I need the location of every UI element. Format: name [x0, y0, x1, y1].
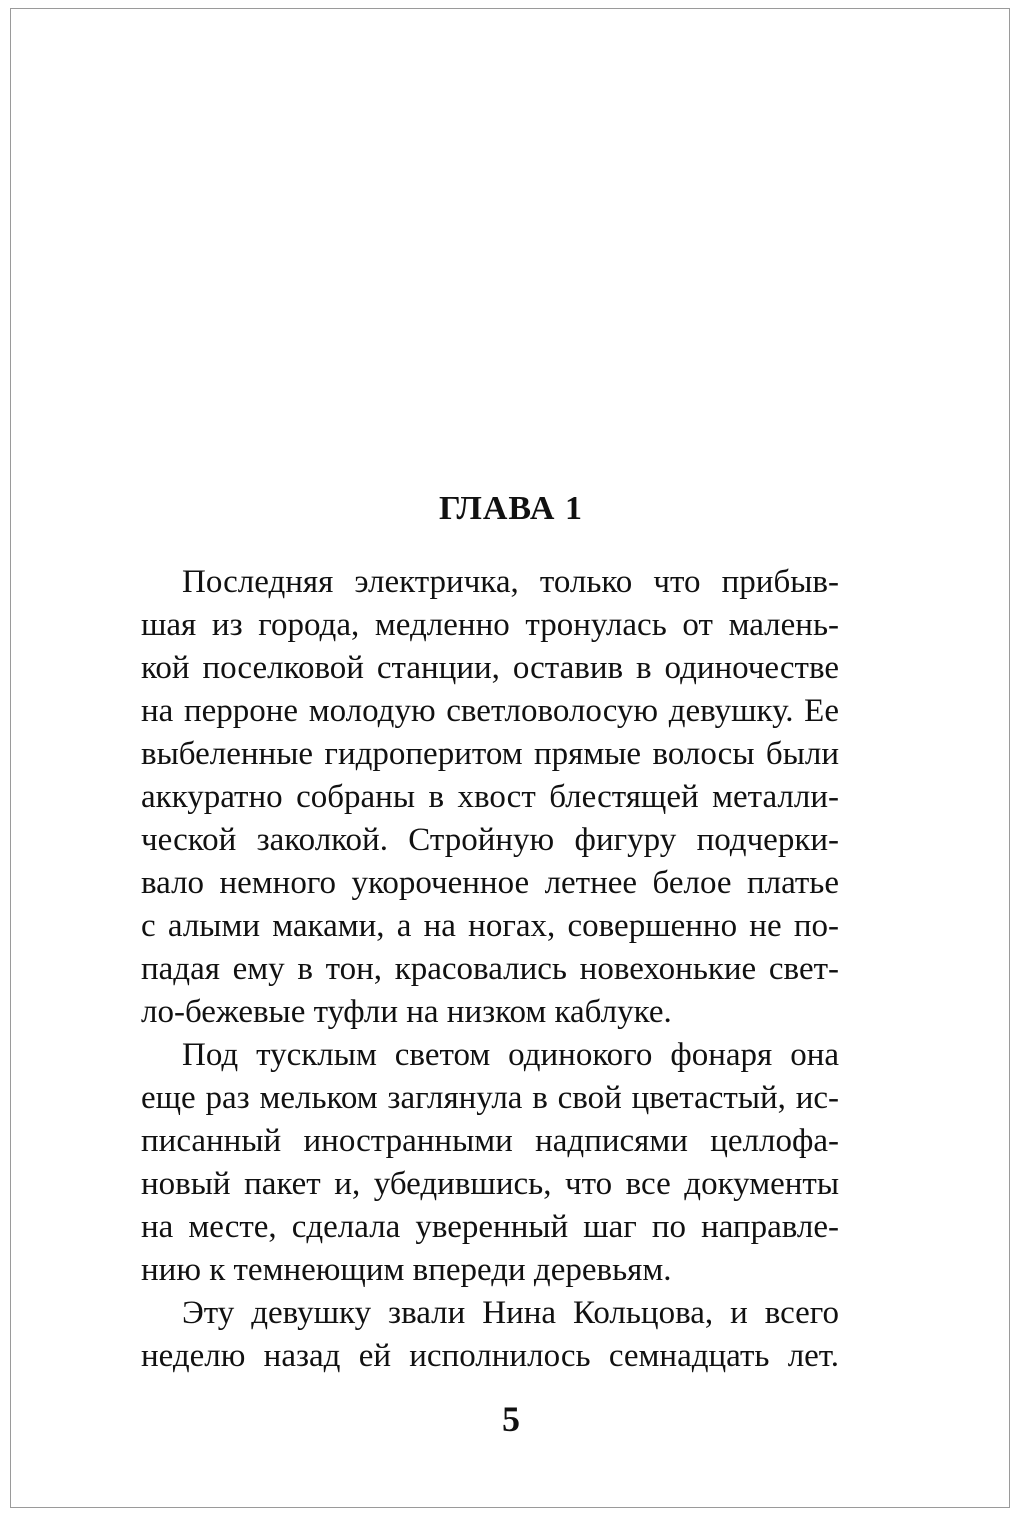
page-number: 5: [502, 1399, 520, 1439]
text-line: еще раз мельком заглянула в свой цветастый, ис-: [141, 1080, 839, 1116]
text-line: новый пакет и, убедившись, что все документы: [141, 1166, 839, 1202]
text-line: Эту девушку звали Нина Кольцова, и всего: [182, 1295, 839, 1331]
text-line: вало немного укороченное летнее белое платье: [141, 865, 839, 901]
text-line: нию к темнеющим впереди деревьям.: [141, 1252, 672, 1288]
text-line: ческой заколкой. Стройную фигуру подчерки-: [141, 822, 839, 858]
text-line: на месте, сделала уверенный шаг по направле-: [141, 1209, 839, 1245]
text-line: Под тусклым светом одинокого фонаря она: [182, 1037, 839, 1073]
text-line: Последняя электричка, только что прибыв-: [182, 564, 839, 600]
text-line: кой поселковой станции, оставив в одиночестве: [141, 650, 839, 686]
text-line: шая из города, медленно тронулась от малень-: [141, 607, 839, 643]
text-line: аккуратно собраны в хвост блестящей металли-: [141, 779, 839, 815]
chapter-title: ГЛАВА 1: [439, 490, 583, 527]
text-line: писанный иностранными надписями целлофа-: [141, 1123, 839, 1159]
text-line: неделю назад ей исполнилось семнадцать лет.: [141, 1338, 839, 1374]
text-line: ло-бежевые туфли на низком каблуке.: [141, 994, 672, 1030]
text-line: с алыми маками, а на ногах, совершенно не по-: [141, 908, 839, 944]
text-line: выбеленные гидроперитом прямые волосы были: [141, 736, 839, 772]
text-line: падая ему в тон, красовались новехонькие свет-: [141, 951, 839, 987]
text-line: на перроне молодую светловолосую девушку. Ее: [141, 693, 839, 729]
